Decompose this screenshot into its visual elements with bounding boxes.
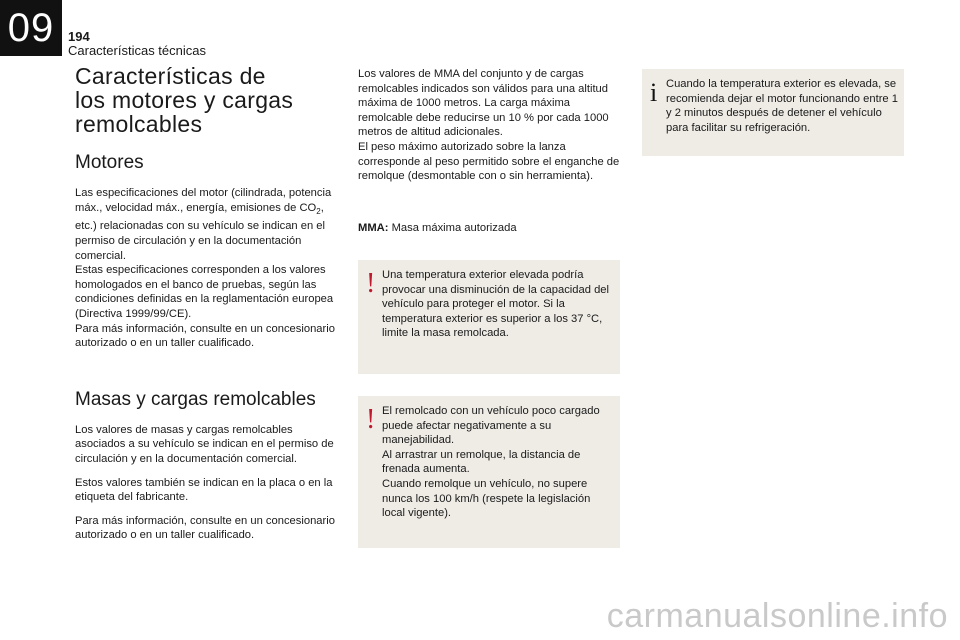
left-column xyxy=(75,64,337,543)
page-number: 194 xyxy=(68,29,90,44)
masas-paragraph-1: Los valores de masas y cargas remolcables asociados a su vehículo se indican en el permiso de circulación y en la documentación comercial. xyxy=(75,423,334,465)
warning-text-temperature: Una temperatura exterior elevada podría provocar una disminución de la capacidad del vehículo para proteger el motor. Si la temperatura exterior es superior a los 37 °C, limite la masa remolcada. xyxy=(382,269,610,340)
motores-paragraph-3: Para más información, consulte en un concesionario autorizado o en un taller cualificado. xyxy=(75,322,335,350)
heading-motores: Motores xyxy=(75,152,144,173)
masas-paragraph-2: Estos valores también se indican en la placa o en la etiqueta del fabricante. xyxy=(75,476,333,504)
heading-masas: Masas y cargas remolcables xyxy=(75,388,316,410)
chapter-number: 09 xyxy=(7,5,55,50)
warning-text-towing: El remolcado con un vehículo poco cargado puede afectar negativamente a su manejabilidad. Al arrastrar un remolque, la distancia de frenada aumenta. Cuando remolque un vehículo, no supere nunca los 100 km/h (respete la legislación local vigente). xyxy=(382,405,600,520)
section-name: Características técnicas xyxy=(68,43,206,58)
middle-column xyxy=(358,67,620,184)
exclamation-icon: ! xyxy=(366,404,376,435)
chapter-badge xyxy=(0,0,62,56)
masas-paragraph-3: Para más información, consulte en un concesionario autorizado o en un taller cualificado. xyxy=(75,514,335,542)
warning-box-temperature xyxy=(358,260,620,374)
page-title: Características de los motores y cargas remolcables xyxy=(75,63,294,137)
mma-definition xyxy=(358,222,620,234)
motores-paragraph-2: Estas especificaciones corresponden a los valores homologados en el banco de pruebas, según las condiciones definidas en la reglamentación europea (Directiva 1999/99/CE). xyxy=(75,264,334,320)
info-icon: i xyxy=(650,78,658,107)
mma-label: MMA: xyxy=(358,222,389,234)
watermark: carmanualsonline.info xyxy=(606,597,948,635)
info-text-cooling: Cuando la temperatura exterior es elevada, se recomienda dejar el motor funcionando entre 1 y 2 minutos después de detener el vehículo para facilitar su refrigeración. xyxy=(666,78,898,134)
mma-paragraph-1: Los valores de MMA del conjunto y de cargas remolcables indicados son válidos para una altitud máxima de 1000 metros. La carga máxima remolcable debe reducirse un 10 % por cada 1000 metros de altitud adicionales. xyxy=(358,68,609,139)
mma-text: Masa máxima autorizada xyxy=(391,222,517,234)
info-box-cooling xyxy=(642,69,904,156)
motores-paragraph-1: Las especificaciones del motor (cilindrada, potencia máx., velocidad máx., energía, emisiones de $CO_2$, etc.) relacionadas con su vehículo se indican en el permiso de circulación y en la documentación comercial. xyxy=(75,187,332,262)
exclamation-icon: ! xyxy=(366,268,376,299)
mma-paragraph-2: El peso máximo autorizado sobre la lanza corresponde al peso permitido sobre el enganche de remolque (desmontable con o sin herramienta). xyxy=(358,140,620,183)
warning-box-towing xyxy=(358,396,620,548)
